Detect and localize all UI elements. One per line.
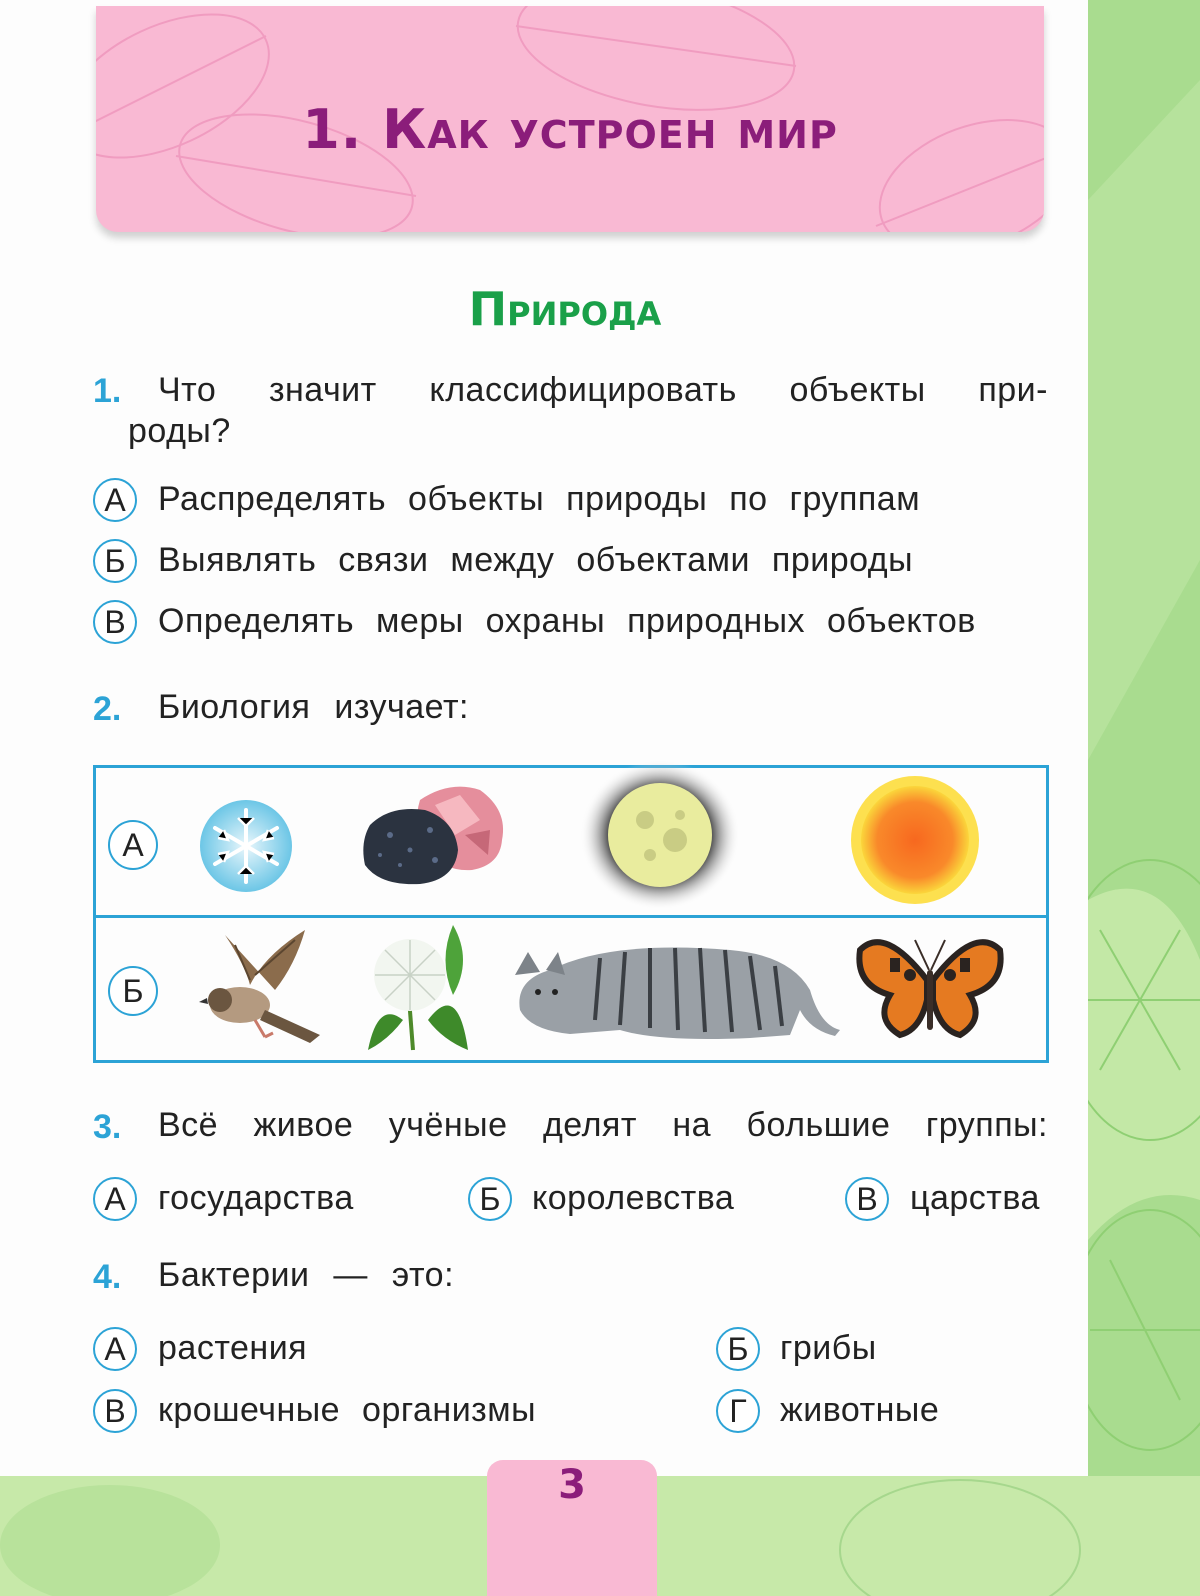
q4-option-b-text[interactable]: грибы — [780, 1329, 877, 1367]
q4-option-c-text[interactable]: крошечные организмы — [158, 1391, 537, 1429]
q2-option-b-marker[interactable]: Б — [108, 966, 158, 1016]
q3-option-a-text[interactable]: государства — [158, 1179, 354, 1217]
question-3-text: Всё живое учёные делят на большие группы: — [158, 1106, 1048, 1144]
question-2-text: Биология изучает: — [158, 688, 469, 726]
q1-option-b-text[interactable]: Выявлять связи между объектами природы — [158, 541, 914, 579]
q1-option-a-text[interactable]: Распределять объекты природы по группам — [158, 480, 921, 518]
q3-option-b-text[interactable]: королевства — [532, 1179, 735, 1217]
q1-option-a-marker[interactable]: А — [93, 478, 137, 522]
cat-image — [510, 930, 840, 1045]
q4-option-d-text[interactable]: животные — [780, 1391, 940, 1429]
q3-option-b-marker[interactable]: Б — [468, 1177, 512, 1221]
dandelion-image — [358, 920, 478, 1055]
q1-option-c-text[interactable]: Определять меры охраны природных объектов — [158, 602, 976, 640]
page-number: 3 — [558, 1462, 586, 1508]
q3-option-c-marker[interactable]: В — [845, 1177, 889, 1221]
q3-option-c-text[interactable]: царства — [910, 1179, 1040, 1217]
question-3-number: 3. — [93, 1108, 122, 1146]
question-4-text: Бактерии — это: — [158, 1256, 455, 1294]
q4-option-b-marker[interactable]: Б — [716, 1327, 760, 1371]
q3-option-a-marker[interactable]: А — [93, 1177, 137, 1221]
question-1-text-line1: Что значит классифицировать объекты при- — [158, 371, 1048, 409]
image-table-divider — [93, 915, 1049, 918]
q4-option-d-marker[interactable]: Г — [716, 1389, 760, 1433]
q1-option-b-marker[interactable]: Б — [93, 539, 137, 583]
q4-option-c-marker[interactable]: В — [93, 1389, 137, 1433]
butterfly-image — [855, 930, 1005, 1045]
q2-option-a-marker[interactable]: А — [108, 820, 158, 870]
sparrow-image — [195, 925, 325, 1050]
question-2-number: 2. — [93, 690, 122, 728]
snowflake-image — [198, 798, 294, 894]
q1-option-c-marker[interactable]: В — [93, 600, 137, 644]
question-1-text-line2: роды? — [128, 412, 231, 450]
section-title: Природа — [468, 282, 662, 336]
question-4-number: 4. — [93, 1258, 122, 1296]
question-1-number: 1. — [93, 372, 122, 410]
sun-image — [840, 775, 990, 905]
chapter-title: 1. Как устроен мир — [302, 98, 838, 161]
q4-option-a-marker[interactable]: А — [93, 1327, 137, 1371]
rocks-image — [360, 780, 510, 890]
moon-image — [580, 760, 740, 910]
q4-option-a-text[interactable]: растения — [158, 1329, 308, 1367]
chapter-banner — [96, 6, 1044, 232]
